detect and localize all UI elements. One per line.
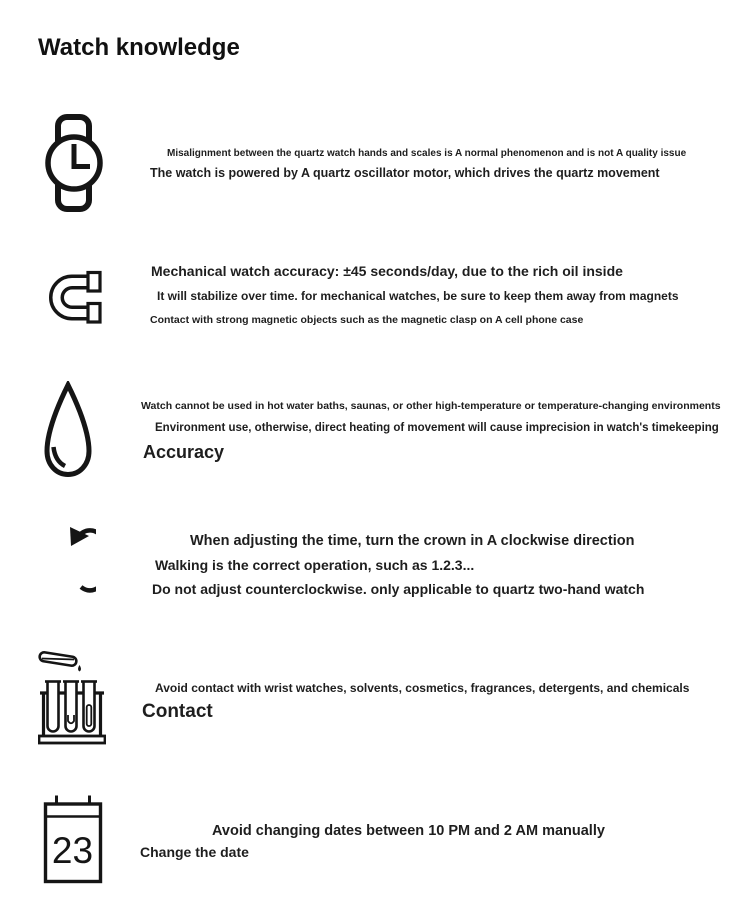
calendar-day-number: 23 xyxy=(51,830,94,871)
magnet-stabilize-text: It will stabilize over time. for mechanical watches, be sure to keep them away from magnets xyxy=(157,289,679,303)
quartz-movement-text: The watch is powered by A quartz oscillator motor, which drives the quartz movement xyxy=(150,166,660,180)
crown-walking-text: Walking is the correct operation, such as 1.2.3... xyxy=(155,557,475,573)
temperature-environment-text: Environment use, otherwise, direct heating of movement will cause imprecision in watch's timekeeping xyxy=(155,422,719,434)
magnet-icon xyxy=(43,268,107,326)
magnet-accuracy-heading: Mechanical watch accuracy: ±45 seconds/day, due to the rich oil inside xyxy=(151,263,623,279)
clockwise-arrow-icon xyxy=(44,525,96,603)
wristwatch-icon xyxy=(45,114,103,212)
crown-counterclockwise-text: Do not adjust counterclockwise. only applicable to quartz two-hand watch xyxy=(152,581,645,597)
calendar-icon xyxy=(42,794,104,885)
magnet-contact-note: Contact with strong magnetic objects such as the magnetic clasp on A cell phone case xyxy=(150,314,584,326)
test-tubes-icon xyxy=(38,648,106,746)
contact-label: Contact xyxy=(142,701,213,722)
chemicals-avoid-text: Avoid contact with wrist watches, solvents, cosmetics, fragrances, detergents, and chemicals xyxy=(155,681,690,695)
page-title: Watch knowledge xyxy=(38,34,240,61)
crown-clockwise-heading: When adjusting the time, turn the crown in A clockwise direction xyxy=(190,533,635,549)
water-drop-icon xyxy=(42,381,94,481)
change-date-label: Change the date xyxy=(140,844,249,860)
quartz-misalignment-note: Misalignment between the quartz watch hands and scales is A normal phenomenon and is not A quality issue xyxy=(167,148,687,159)
accuracy-label: Accuracy xyxy=(143,442,225,462)
temperature-warning-note: Watch cannot be used in hot water baths, saunas, or other high-temperature or temperature-changing environments xyxy=(141,400,721,412)
date-change-heading: Avoid changing dates between 10 PM and 2 AM manually xyxy=(212,823,605,839)
